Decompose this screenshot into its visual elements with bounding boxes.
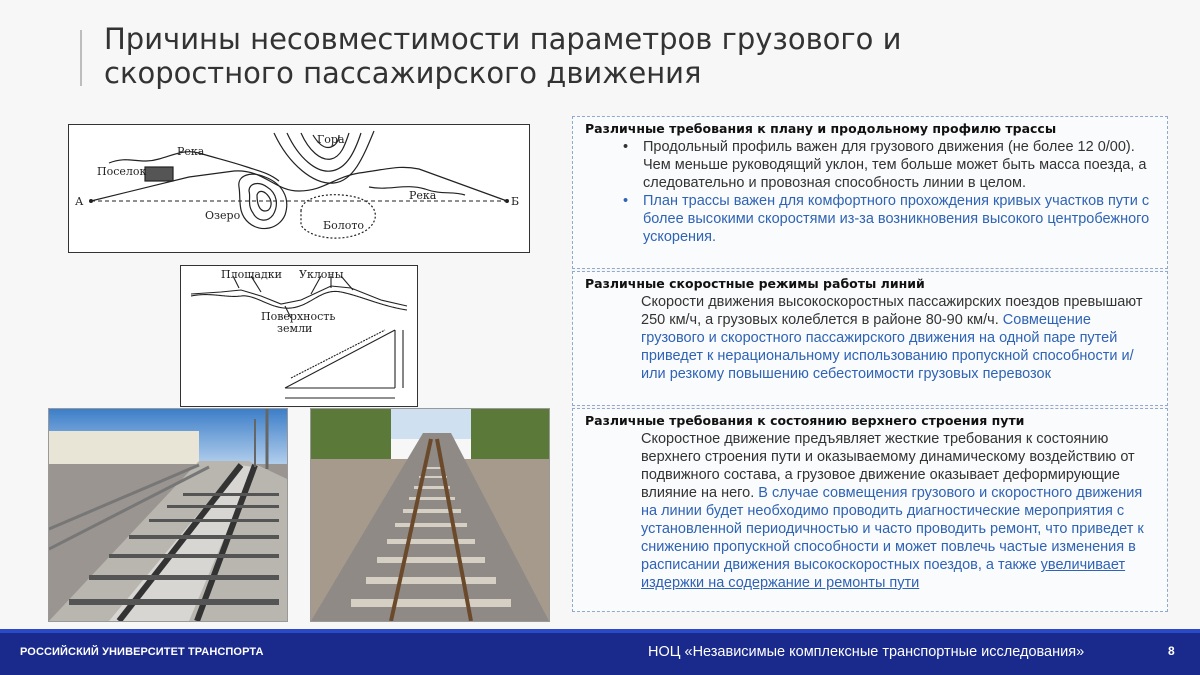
slide-title	[104, 22, 1054, 90]
swamp-label: Болото	[323, 219, 365, 232]
research-center-name: НОЦ «Независимые комплексные транспортные исследования»	[648, 644, 1085, 660]
panel-text-highlight: Совмещение грузового и скоростного пассажирского движения на одной паре путей приведет к нерациональному использованию пропускной способности и/или резкому повышению себестоимости грузовых перевозок	[641, 312, 1134, 382]
ballast-track-photo	[310, 408, 550, 622]
surface-label-line2: земли	[277, 322, 313, 335]
lake-label: Озеро	[205, 209, 241, 222]
panel-text	[585, 430, 1157, 592]
river-left-label: Река	[177, 145, 205, 158]
point-a-label: А	[75, 195, 84, 208]
panel-text-plain: Скоростное движение предъявляет жесткие требования к состоянию верхнего строения пути и оказываемому динамическому воздействию от подвижного состава, а грузовое движение оказывает деформирующие влияние на него.	[641, 431, 1135, 501]
speed-modes-panel	[572, 271, 1168, 406]
surface-label-line1: Поверхность	[261, 310, 336, 323]
panel-text-highlight: В случае совмещения грузового и скоростного движения на линии будет необходимо проводить диагностические мероприятия с установленной периодичностью и часто проводить ремонт, что приведет к снижению пропускной способности и может повлечь частые изменения в расписании движения высокоскоростных поездов, а также	[641, 485, 1144, 573]
panel-text-plain: Скорости движения высокоскоростных пассажирских поездов превышают 250 км/ч, а грузовых колеблется в районе 80-90 км/ч.	[641, 294, 1143, 328]
point-b-label: Б	[511, 195, 520, 208]
village-label: Поселок	[97, 165, 147, 178]
track-condition-panel	[572, 408, 1168, 612]
platforms-label: Площадки	[221, 268, 282, 281]
slab-track-photo	[48, 408, 288, 622]
plan-profile-requirements-panel	[572, 116, 1168, 269]
mountain-label: Гора	[317, 133, 345, 146]
route-plan-diagram	[68, 124, 530, 253]
slide-title-line2: скоростного пассажирского движения	[104, 56, 702, 90]
footer-stripe	[0, 629, 1200, 633]
panel-title: Различные скоростные режимы работы линий	[585, 276, 925, 291]
longitudinal-profile-diagram	[180, 265, 418, 407]
river-right-label: Река	[409, 189, 437, 202]
panel-text	[585, 293, 1157, 383]
slopes-label: Уклоны	[299, 268, 344, 281]
footer-bar	[0, 629, 1200, 675]
page-number: 8	[1168, 644, 1175, 658]
university-name: РОССИЙСКИЙ УНИВЕРСИТЕТ ТРАНСПОРТА	[20, 646, 264, 658]
slide-title-line1: Причины несовместимости параметров грузового и	[104, 22, 902, 56]
panel-bullet-list	[585, 138, 1157, 246]
bullet-item: • План трассы важен для комфортного прохождения кривых участков пути с более высокими скоростями из-за возникновения высокого центробежного ускорения.	[631, 192, 1157, 246]
panel-title: Различные требования к состоянию верхнего строения пути	[585, 413, 1025, 428]
panel-title: Различные требования к плану и продольному профилю трассы	[585, 121, 1057, 136]
panel-text-underlined: увеличивает издержки на содержание и ремонты пути	[641, 557, 1126, 591]
title-accent-line	[80, 30, 82, 86]
bullet-item: • Продольный профиль важен для грузового движения (не более 12 0/00). Чем меньше руководящий уклон, тем больше может быть масса поезда, а следовательно и провозная способность линии в целом.	[631, 138, 1157, 192]
